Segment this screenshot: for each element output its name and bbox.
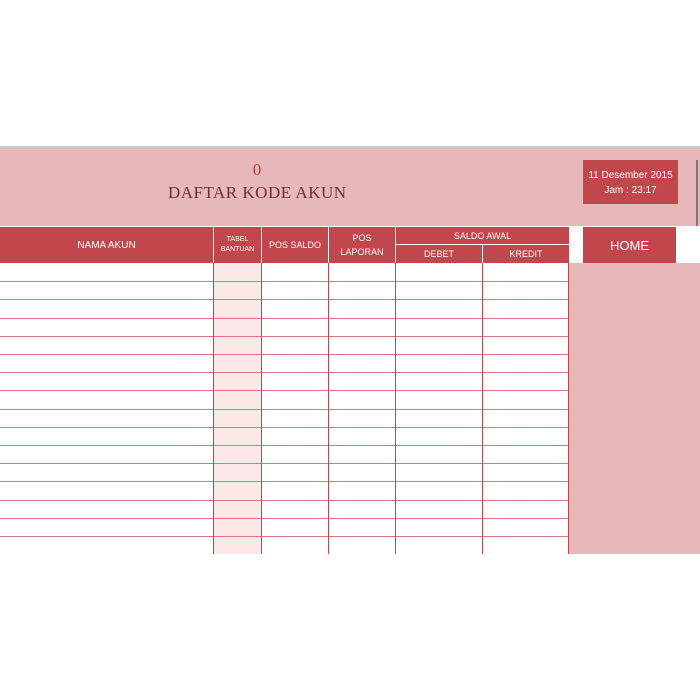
column-divider (395, 263, 396, 554)
header-nama-akun (0, 227, 213, 263)
header-pos-label: POS (352, 233, 372, 243)
header-pos-laporan (329, 227, 395, 263)
header-debet (396, 245, 482, 263)
header-bantuan-label: BANTUAN (220, 246, 255, 253)
zero-value: 0 (252, 160, 262, 179)
column-divider (328, 263, 329, 554)
table-row[interactable] (0, 336, 569, 337)
table-row[interactable] (0, 536, 569, 537)
home-button[interactable]: HOME (583, 227, 676, 263)
table-row[interactable] (0, 299, 569, 300)
header-kredit (483, 245, 569, 263)
header-pos-saldo (262, 227, 328, 263)
time-text: Jam : 23:17 (604, 185, 657, 196)
header-kredit-label: KREDIT (509, 249, 543, 259)
table-row[interactable] (0, 445, 569, 446)
header-tabel-bantuan (214, 227, 261, 263)
header-pos-saldo-label: POS SALDO (268, 240, 322, 250)
table-row[interactable] (0, 390, 569, 391)
side-panel (569, 263, 700, 554)
header-nama-akun-label: NAMA AKUN (77, 239, 136, 251)
date-text: 11 Desember 2015 (588, 170, 673, 181)
header-tabel-label: TABEL (226, 236, 249, 243)
table-row[interactable] (0, 518, 569, 519)
table-row[interactable] (0, 427, 569, 428)
header-saldo-awal-label: SALDO AWAL (453, 230, 512, 241)
header-laporan-label: LAPORAN (340, 247, 384, 257)
header-debet-label: DEBET (423, 249, 454, 259)
datetime-box (583, 160, 678, 204)
column-divider (482, 263, 483, 554)
header-saldo-awal (396, 227, 569, 244)
table-row[interactable] (0, 463, 569, 464)
page-title: DAFTAR KODE AKUN (168, 183, 347, 202)
column-divider (213, 263, 214, 554)
table-row[interactable] (0, 354, 569, 355)
table-row[interactable] (0, 481, 569, 482)
table-row[interactable] (0, 409, 569, 410)
account-table (0, 263, 569, 554)
table-row[interactable] (0, 281, 569, 282)
column-divider (261, 263, 262, 554)
scrollbar[interactable] (696, 160, 698, 226)
table-row[interactable] (0, 372, 569, 373)
table-row[interactable] (0, 318, 569, 319)
table-row[interactable] (0, 500, 569, 501)
